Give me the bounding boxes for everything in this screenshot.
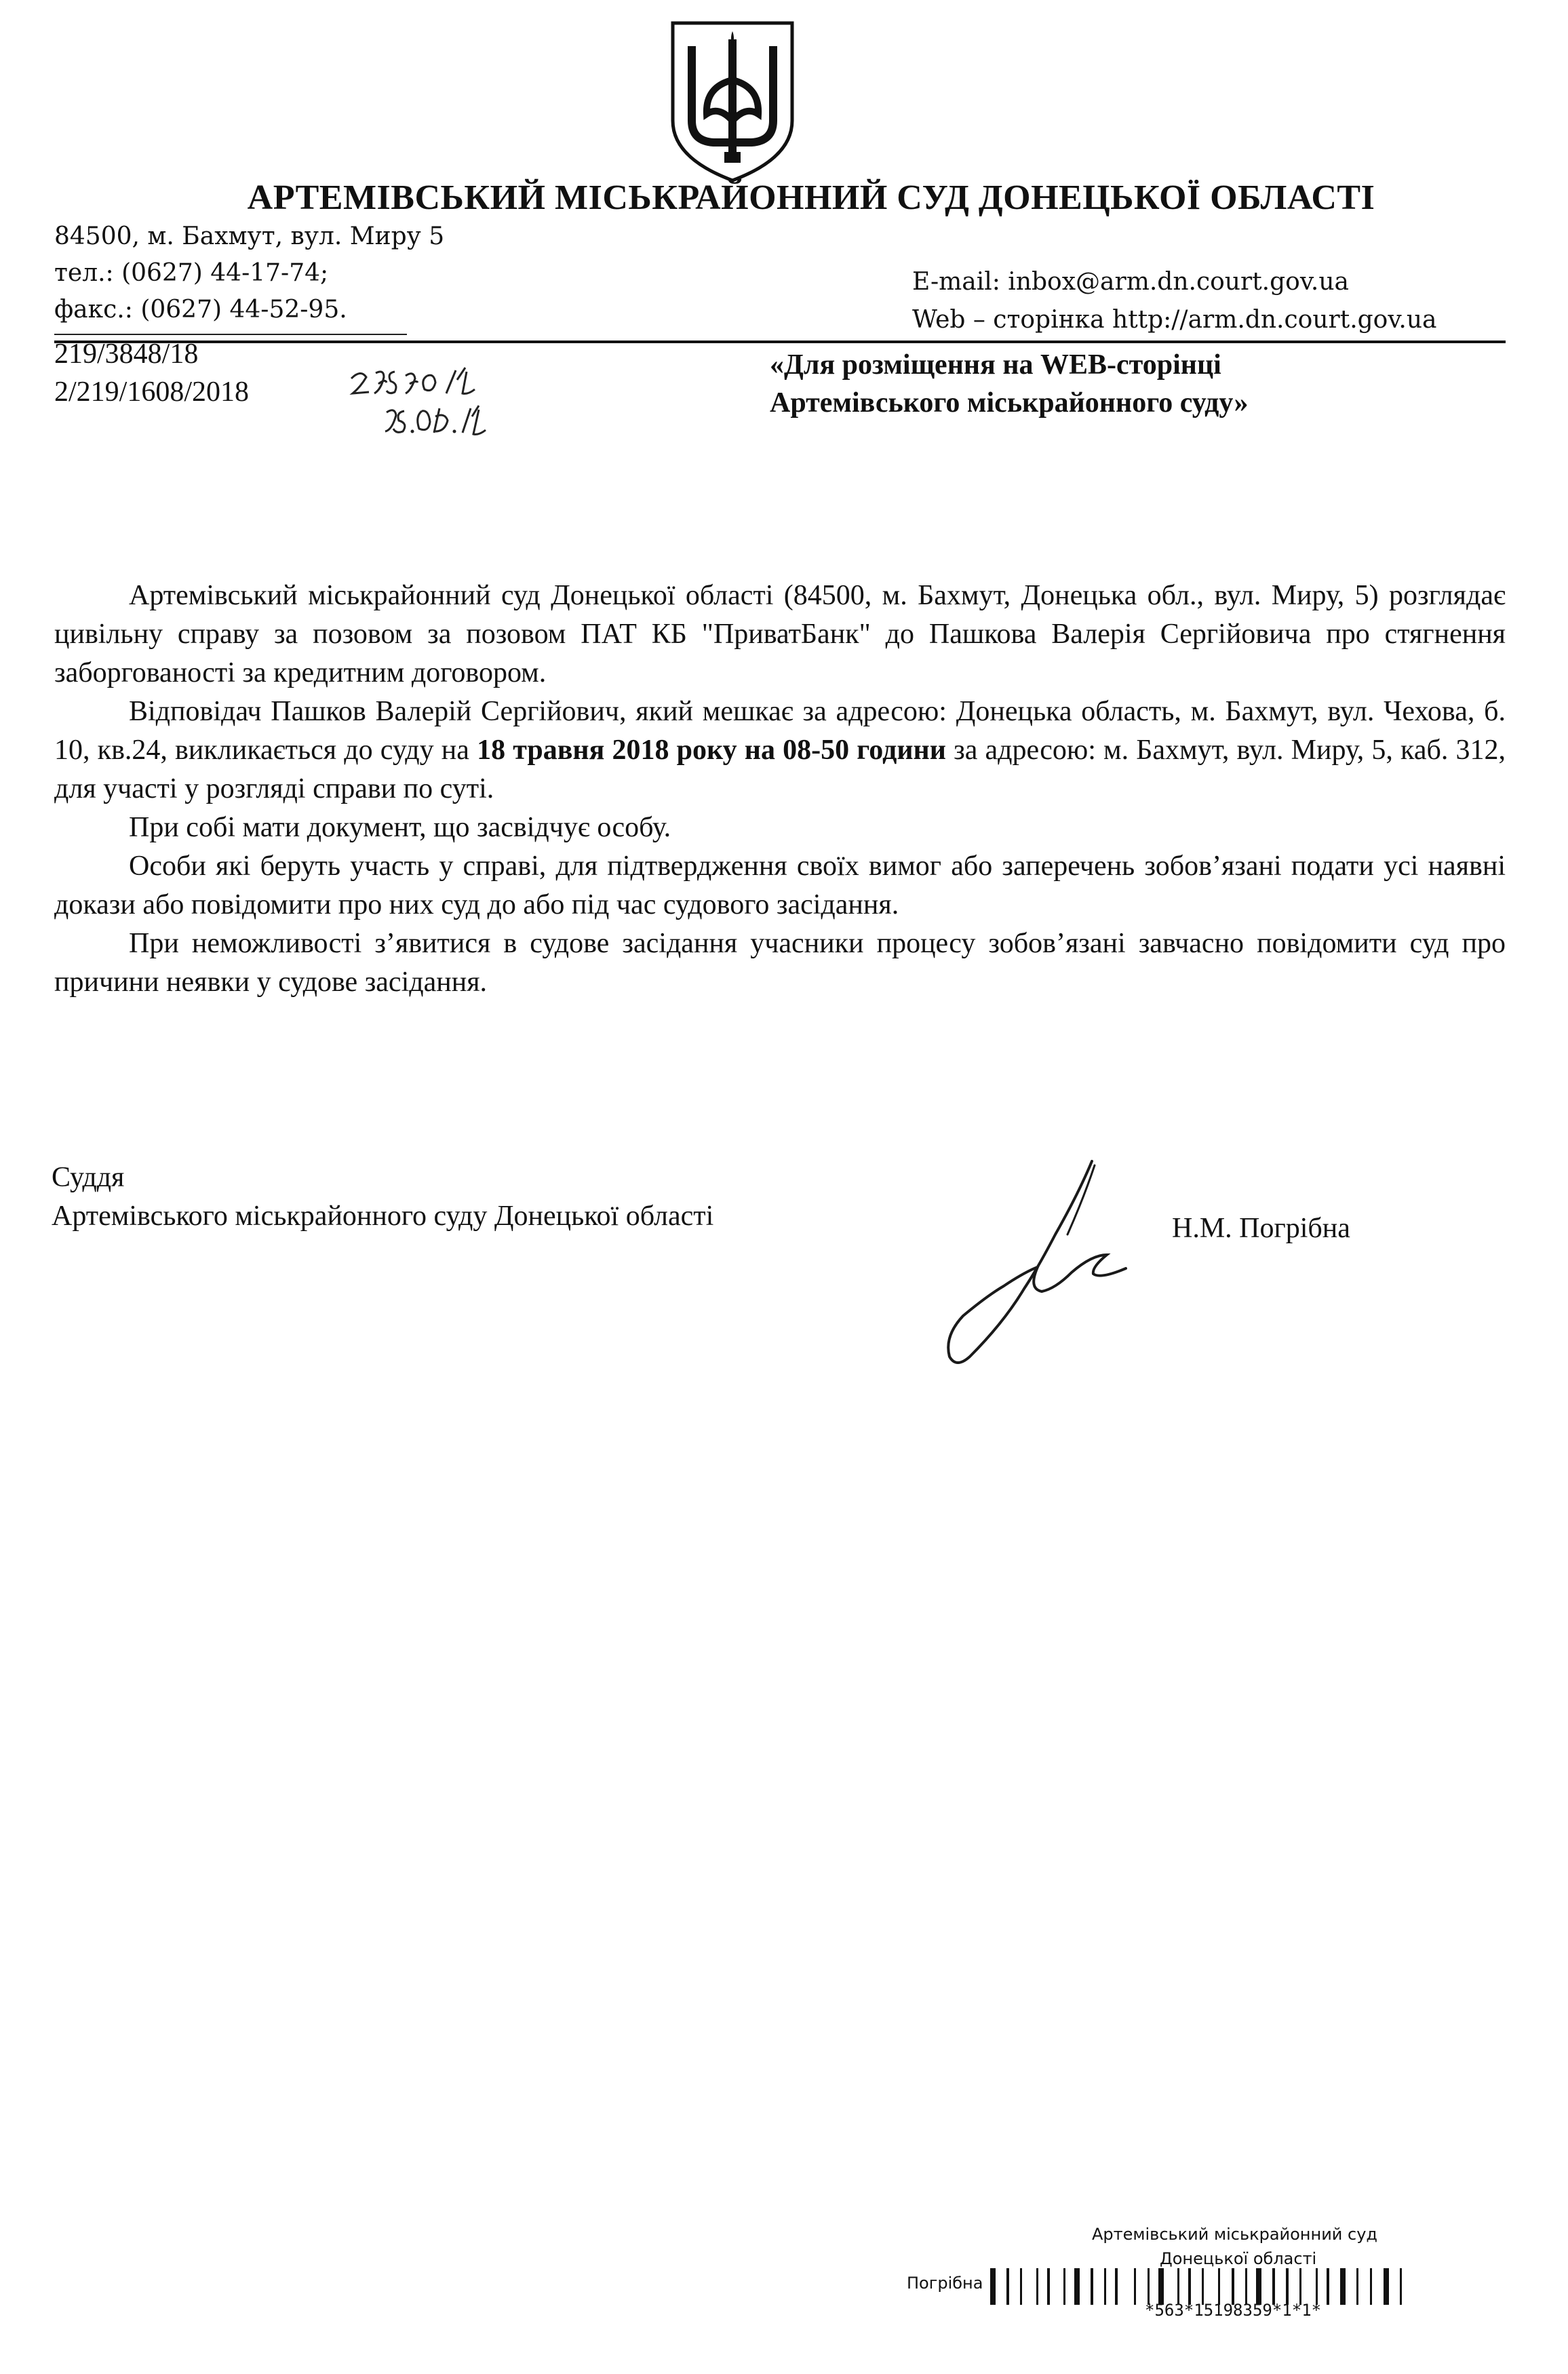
body-paragraph-summons	[54, 693, 1506, 809]
barcode-bar	[1104, 2268, 1106, 2305]
barcode-bar	[1115, 2268, 1118, 2305]
proceeding-number: 2/219/1608/2018	[54, 376, 250, 408]
judge-court: Артемівського міськрайонного суду Донецької області	[52, 1201, 714, 1232]
barcode-bar	[1047, 2268, 1050, 2305]
barcode-bar	[1063, 2268, 1065, 2305]
case-number: 219/3848/18	[54, 338, 199, 370]
handwritten-registration-mark	[346, 366, 570, 441]
court-phone: тел.: (0627) 44-17-74;	[54, 259, 329, 287]
barcode-bar	[1232, 2268, 1234, 2305]
court-fax: факс.: (0627) 44-52-95.	[54, 296, 347, 324]
barcode-bar	[1316, 2268, 1318, 2305]
web-placement-note	[770, 346, 1248, 422]
summons-text-start: Відповідач Пашков Валерій Сергійович, який мешкає за адресою: Донецька область, м. Бахмут, вул. Чехова, б. 10, кв.24, викликається до суду на	[54, 696, 1506, 766]
barcode-bar	[1188, 2268, 1191, 2305]
barcode-bar	[1370, 2268, 1372, 2305]
barcode-bar	[1299, 2268, 1301, 2305]
barcode-bar	[1400, 2268, 1402, 2305]
web-placement-note-line1: «Для розміщення на WEB-сторінці	[770, 349, 1221, 381]
barcode-bar	[1218, 2268, 1220, 2305]
body-paragraph-case: Артемівський міськрайонний суд Донецької області (84500, м. Бахмут, Донецька обл., вул. Миру, 5) розглядає цивільну справу за позовом за позовом ПАТ КБ "ПриватБанк" до Пашкова Валерія Сергійовича про стягнення заборгованості за кредитним договором.	[54, 580, 1506, 688]
stamp-court-name: Артемівський міськрайонний суд	[1092, 2225, 1378, 2244]
barcode-bar	[990, 2268, 996, 2305]
stamp-region: Донецької області	[1160, 2249, 1317, 2268]
barcode-bar	[1006, 2268, 1009, 2305]
summons-text-end: за адресою: м. Бахмут, вул. Миру, 5, каб. 312, для участі у розгляді справи по суті.	[54, 735, 1506, 804]
body-paragraph-absence: При неможливості з’явитися в судове засідання учасники процесу зобов’язані завчасно повідомити суд про причини неявки у судове засідання.	[54, 928, 1506, 998]
barcode-bar	[1158, 2268, 1164, 2305]
judge-signature	[922, 1153, 1167, 1370]
hearing-datetime: 18 травня 2018 року на 08-50 години	[477, 735, 946, 766]
barcode-bar	[1074, 2268, 1080, 2305]
barcode-bar	[1134, 2268, 1136, 2305]
stamp-judge-name: Погрібна	[907, 2274, 983, 2293]
judge-title: Суддя	[52, 1162, 125, 1193]
court-title: АРТЕМІВСЬКИЙ МІСЬКРАЙОННИЙ СУД ДОНЕЦЬКОЇ ОБЛАСТІ	[247, 178, 1375, 217]
barcode-bar	[1202, 2268, 1204, 2305]
barcode-code: *563*15198359*1*1*	[1145, 2301, 1322, 2320]
barcode-bar	[1091, 2268, 1093, 2305]
barcode-icon	[990, 2268, 1492, 2305]
header-divider-short	[54, 334, 407, 335]
letter-body	[54, 577, 1506, 1002]
header-divider	[54, 340, 1506, 343]
barcode-bar	[1272, 2268, 1275, 2305]
barcode-bar	[1286, 2268, 1289, 2305]
barcode-bar	[1245, 2268, 1247, 2305]
barcode-bar	[1177, 2268, 1179, 2305]
barcode-bar	[1340, 2268, 1346, 2305]
coat-of-arms-icon	[665, 19, 800, 185]
signature-block	[52, 1159, 713, 1236]
barcode-bar	[1384, 2268, 1389, 2305]
barcode-bar	[1356, 2268, 1358, 2305]
court-address: 84500, м. Бахмут, вул. Миру 5	[54, 222, 445, 250]
court-email: E-mail: inbox@arm.dn.court.gov.ua	[912, 268, 1349, 296]
body-paragraph-evidence: Особи які беруть участь у справі, для підтвердження своїх вимог або заперечень зобов’язані подати усі наявні докази або повідомити про них суд до або під час судового засідання.	[54, 851, 1506, 920]
barcode-bar	[1036, 2268, 1038, 2305]
court-website: Web – сторінка http://arm.dn.court.gov.ua	[912, 306, 1437, 334]
barcode-bar	[1327, 2268, 1329, 2305]
barcode-bar	[1020, 2268, 1022, 2305]
barcode-bar	[1256, 2268, 1261, 2305]
body-paragraph-id-document: При собі мати документ, що засвідчує особу.	[129, 812, 671, 843]
barcode-bar	[1148, 2268, 1150, 2305]
judge-name: Н.М. Погрібна	[1172, 1213, 1350, 1244]
web-placement-note-line2: Артемівського міськрайонного суду»	[770, 387, 1249, 419]
